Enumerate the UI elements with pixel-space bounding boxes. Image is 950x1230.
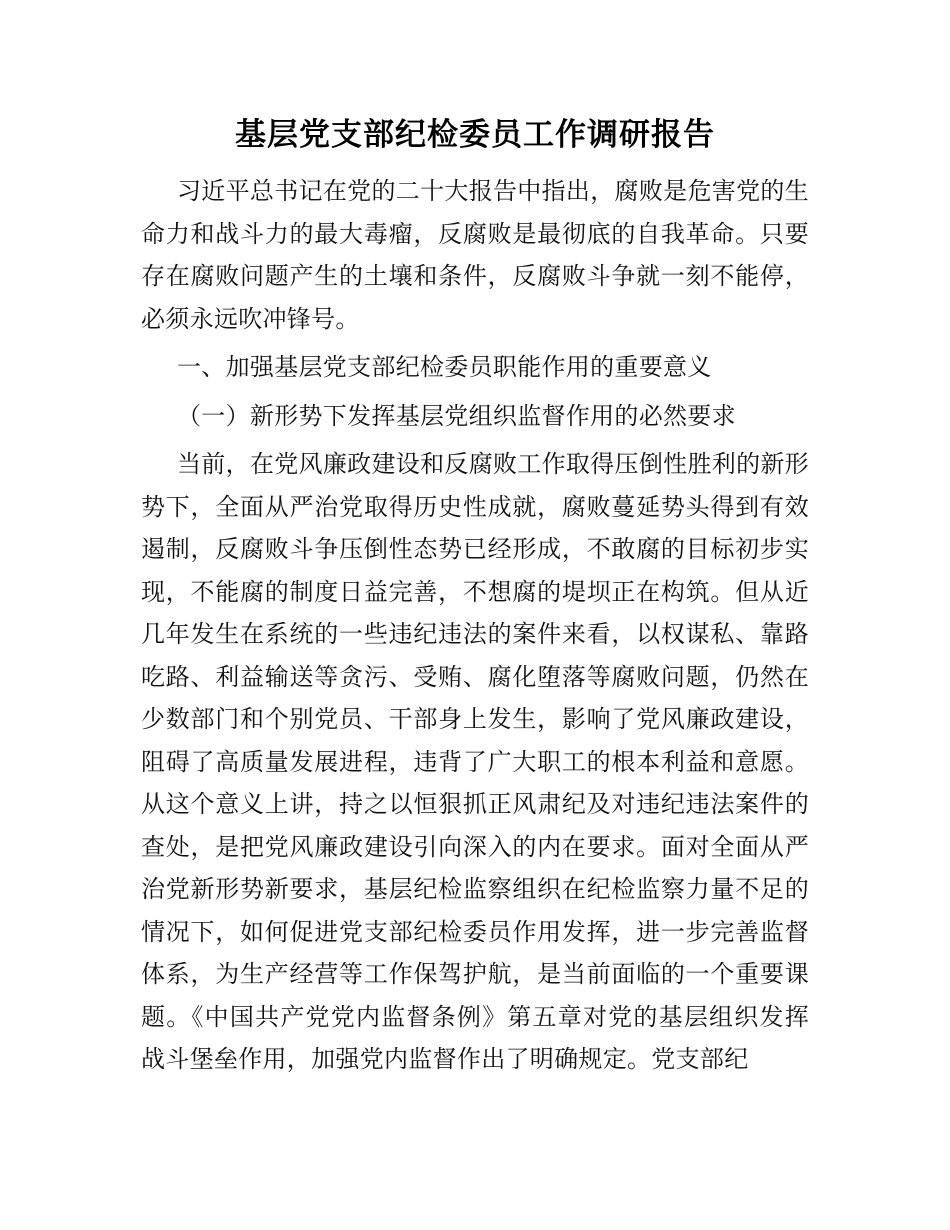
section-heading: 一、加强基层党支部纪检委员职能作用的重要意义 xyxy=(177,353,712,381)
intro-paragraph: 习近平总书记在党的二十大报告中指出，腐败是危害党的生命力和战斗力的最大毒瘤，反腐败是最彻底的自我革命。只要存在腐败问题产生的土壤和条件，反腐败斗争就一刻不能停，必须永远吹冲锋号。 xyxy=(141,177,809,333)
document-title: 基层党支部纪检委员工作调研报告 xyxy=(235,117,715,153)
subsection-heading: （一）新形势下发挥基层党组织监督作用的必然要求 xyxy=(177,401,736,430)
body-paragraph: 当前，在党风廉政建设和反腐败工作取得压倒性胜利的新形势下，全面从严治党取得历史性成就，腐败蔓延势头得到有效遏制，反腐败斗争压倒性态势已经形成，不敢腐的目标初步实现，不能腐的制度日益完善，不想腐的堤坝正在构筑。但从近几年发生在系统的一些违纪违法的案件来看，以权谋私、靠路吃路、利益输送等贪污、受贿、腐化堕落等腐败问题，仍然在少数部门和个别党员、干部身上发生，影响了党风廉政建设，阻碍了高质量发展进程，违背了广大职工的根本利益和意愿。从这个意义上讲，持之以恒狠抓正风肃纪及对违纪违法案件的查处，是把党风廉政建设引向深入的内在要求。面对全面从严治党新形势新要求，基层纪检监察组织在纪检监察力量不足的情况下，如何促进党支部纪检委员作用发挥，进一步完善监督体系，为生产经营等工作保驾护航，是当前面临的一个重要课题。《中国共产党党内监督条例》第五章对党的基层组织发挥战斗堡垒作用，加强党内监督作出了明确规定。党支部纪 xyxy=(141,450,809,1073)
document-page xyxy=(141,108,809,1081)
